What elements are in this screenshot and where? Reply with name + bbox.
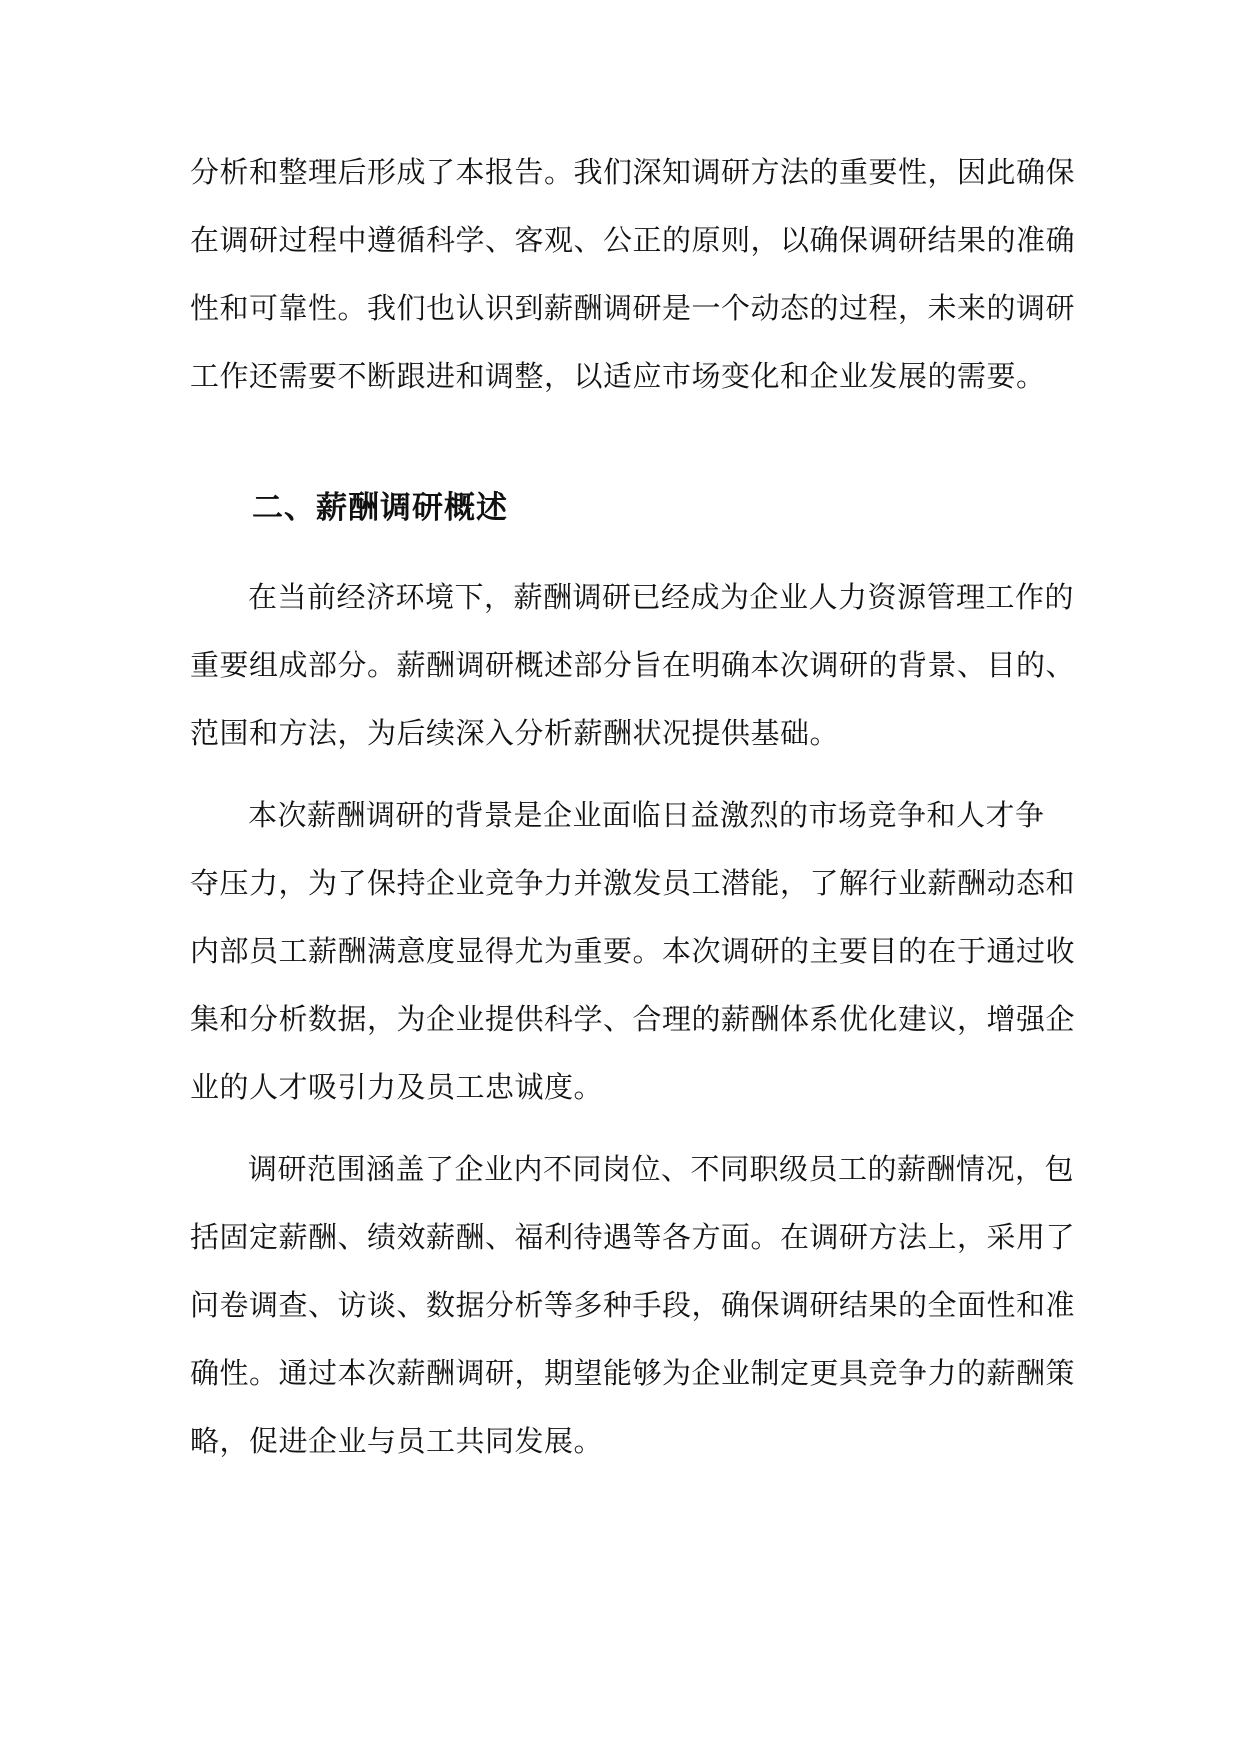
intro-line-4: 工作还需要不断跟进和调整，以适应市场变化和企业发展的需要。 bbox=[190, 359, 1046, 393]
p2-line-4: 集和分析数据，为企业提供科学、合理的薪酬体系优化建议，增强企 bbox=[190, 1002, 1076, 1036]
p2-line-2: 夺压力，为了保持企业竞争力并激发员工潜能，了解行业薪酬动态和 bbox=[190, 866, 1076, 900]
p2-line-3: 内部员工薪酬满意度显得尤为重要。本次调研的主要目的在于通过收 bbox=[190, 934, 1076, 968]
p1-line-2: 重要组成部分。薪酬调研概述部分旨在明确本次调研的背景、目的、 bbox=[190, 648, 1076, 682]
intro-line-3: 性和可靠性。我们也认识到薪酬调研是一个动态的过程，未来的调研 bbox=[190, 291, 1076, 325]
p3-line-1: 调研范围涵盖了企业内不同岗位、不同职级员工的薪酬情况，包 bbox=[248, 1152, 1075, 1186]
intro-line-2: 在调研过程中遵循科学、客观、公正的原则，以确保调研结果的准确 bbox=[190, 223, 1076, 257]
p1-line-1: 在当前经济环境下，薪酬调研已经成为企业人力资源管理工作的 bbox=[248, 580, 1075, 614]
section-heading: 二、薪酬调研概述 bbox=[252, 490, 508, 526]
p3-line-5: 略，促进企业与员工共同发展。 bbox=[190, 1424, 604, 1458]
p2-line-1: 本次薪酬调研的背景是企业面临日益激烈的市场竞争和人才争 bbox=[248, 798, 1045, 832]
p3-line-2: 括固定薪酬、绩效薪酬、福利待遇等各方面。在调研方法上，采用了 bbox=[190, 1220, 1076, 1254]
p2-line-5: 业的人才吸引力及员工忠诚度。 bbox=[190, 1070, 604, 1104]
p3-line-4: 确性。通过本次薪酬调研，期望能够为企业制定更具竞争力的薪酬策 bbox=[190, 1356, 1076, 1390]
intro-line-1: 分析和整理后形成了本报告。我们深知调研方法的重要性，因此确保 bbox=[190, 155, 1076, 189]
p3-line-3: 问卷调查、访谈、数据分析等多种手段，确保调研结果的全面性和准 bbox=[190, 1288, 1076, 1322]
p1-line-3: 范围和方法，为后续深入分析薪酬状况提供基础。 bbox=[190, 716, 840, 750]
